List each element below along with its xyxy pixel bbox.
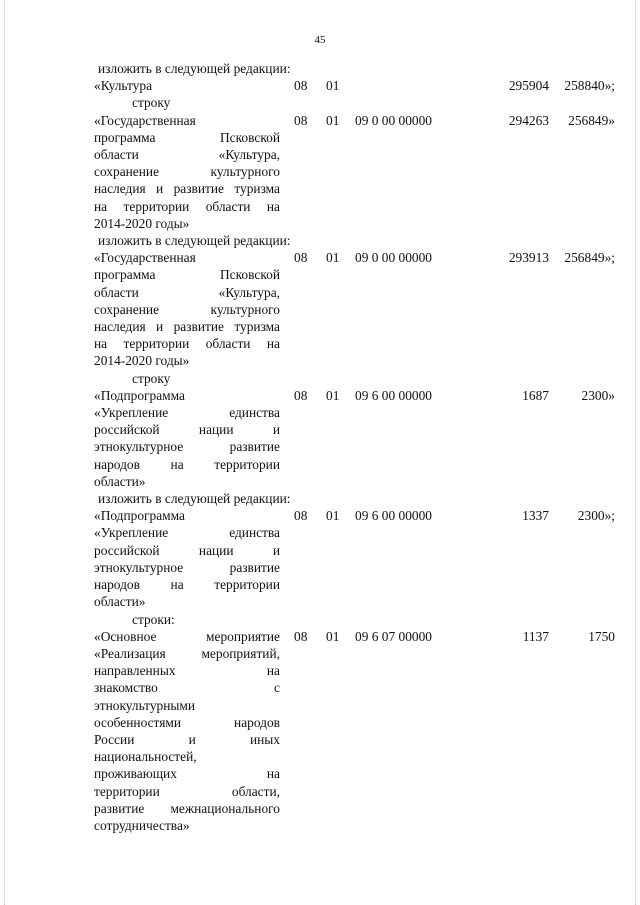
row-name-line: проживающих на <box>94 766 280 782</box>
amendment-instruction: строки: <box>132 611 175 627</box>
row-name-line: российской нации и <box>94 422 280 438</box>
row-name-line: «Подпрограмма <box>94 387 185 403</box>
row-name-line: области» <box>94 594 146 610</box>
amendment-instruction: изложить в следующей редакции: <box>98 491 291 507</box>
target-code: 09 6 00 00000 <box>355 508 432 524</box>
amount-2018: 256849» <box>568 112 615 128</box>
row-name-line: России и иных <box>94 731 280 747</box>
amount-2017: 1137 <box>522 628 549 644</box>
row-name-line: «Культура <box>94 78 153 94</box>
row-name-line: области «Культура, <box>94 284 280 300</box>
row-name-line: «Государственная <box>94 112 196 128</box>
row-name-line: программа Псковской <box>94 267 280 283</box>
amount-2018: 2300»; <box>577 508 615 524</box>
target-code: 09 0 00 00000 <box>355 112 432 128</box>
row-name-line: этнокультурное развитие <box>94 439 280 455</box>
amendment-instruction: изложить в следующей редакции: <box>98 61 291 76</box>
target-code: 09 6 07 00000 <box>355 628 432 644</box>
row-name <box>94 387 280 490</box>
subsection-code: 01 <box>326 78 340 94</box>
row-name-line: национальностей, <box>94 749 197 765</box>
budget-row <box>0 249 640 369</box>
amount-2017: 1337 <box>522 508 549 524</box>
row-name-line: «Основное мероприятие <box>94 628 280 644</box>
row-name-line: народов на территории <box>94 577 280 593</box>
section-code: 08 <box>294 78 308 94</box>
amendment-instruction: строку <box>132 370 171 386</box>
amount-2018: 256849»; <box>564 250 615 266</box>
row-name-line: программа Псковской <box>94 129 280 145</box>
section-code: 08 <box>294 112 308 128</box>
row-name-line: «Укрепление единства <box>94 405 280 421</box>
row-name <box>94 249 280 369</box>
subsection-code: 01 <box>326 387 340 403</box>
section-code: 08 <box>294 628 308 644</box>
row-name-line: 2014-2020 годы» <box>94 215 190 231</box>
amendment-instruction: изложить в следующей редакции: <box>98 233 291 249</box>
row-name-line: сохранение культурного <box>94 164 280 180</box>
row-name <box>94 77 280 94</box>
row-name-line: наследия и развитие туризма <box>94 181 280 197</box>
amount-2017: 295904 <box>508 78 549 94</box>
budget-row <box>0 507 640 610</box>
page-number: 45 <box>314 34 326 46</box>
row-name-line: особенностями народов <box>94 714 280 730</box>
row-name-line: «Реализация мероприятий, <box>94 645 280 661</box>
row-name-line: российской нации и <box>94 542 280 558</box>
subsection-code: 01 <box>326 250 340 266</box>
budget-row <box>0 77 640 94</box>
amount-2017: 293913 <box>508 250 549 266</box>
row-name-line: «Подпрограмма <box>94 508 185 524</box>
row-name-line: территории области, <box>94 783 280 799</box>
row-name <box>94 507 280 610</box>
amount-2018: 1750 <box>588 628 615 644</box>
budget-row <box>0 387 640 490</box>
subsection-code: 01 <box>326 112 340 128</box>
row-name-line: развитие межнационального <box>94 800 280 816</box>
row-name-line: области» <box>94 473 146 489</box>
section-code: 08 <box>294 250 308 266</box>
row-name-line: этнокультурными <box>94 697 196 713</box>
row-name-line: «Государственная <box>94 250 196 266</box>
row-name-line: «Укрепление единства <box>94 525 280 541</box>
row-name-line: направленных на <box>94 663 280 679</box>
row-name-line: сохранение культурного <box>94 301 280 317</box>
amount-2017: 294263 <box>508 112 549 128</box>
row-name-line: знакомство с <box>94 680 280 696</box>
row-name-line: на территории области на <box>94 198 280 214</box>
section-code: 08 <box>294 508 308 524</box>
budget-row <box>0 112 640 232</box>
amendment-instruction: строку <box>132 95 171 111</box>
subsection-code: 01 <box>326 508 340 524</box>
row-name <box>94 112 280 232</box>
row-name-line: сотрудничества» <box>94 817 190 833</box>
budget-row <box>0 628 640 834</box>
amount-2017: 1687 <box>522 387 549 403</box>
section-code: 08 <box>294 387 308 403</box>
amount-2018: 258840»; <box>564 78 615 94</box>
row-name <box>94 628 280 834</box>
target-code: 09 6 00 00000 <box>355 387 432 403</box>
document-body <box>0 60 640 834</box>
row-name-line: этнокультурное развитие <box>94 559 280 575</box>
row-name-line: на территории области на <box>94 336 280 352</box>
amount-2018: 2300» <box>581 387 615 403</box>
row-name-line: 2014-2020 годы» <box>94 353 190 369</box>
row-name-line: наследия и развитие туризма <box>94 319 280 335</box>
row-name-line: народов на территории <box>94 456 280 472</box>
subsection-code: 01 <box>326 628 340 644</box>
target-code: 09 0 00 00000 <box>355 250 432 266</box>
row-name-line: области «Культура, <box>94 147 280 163</box>
